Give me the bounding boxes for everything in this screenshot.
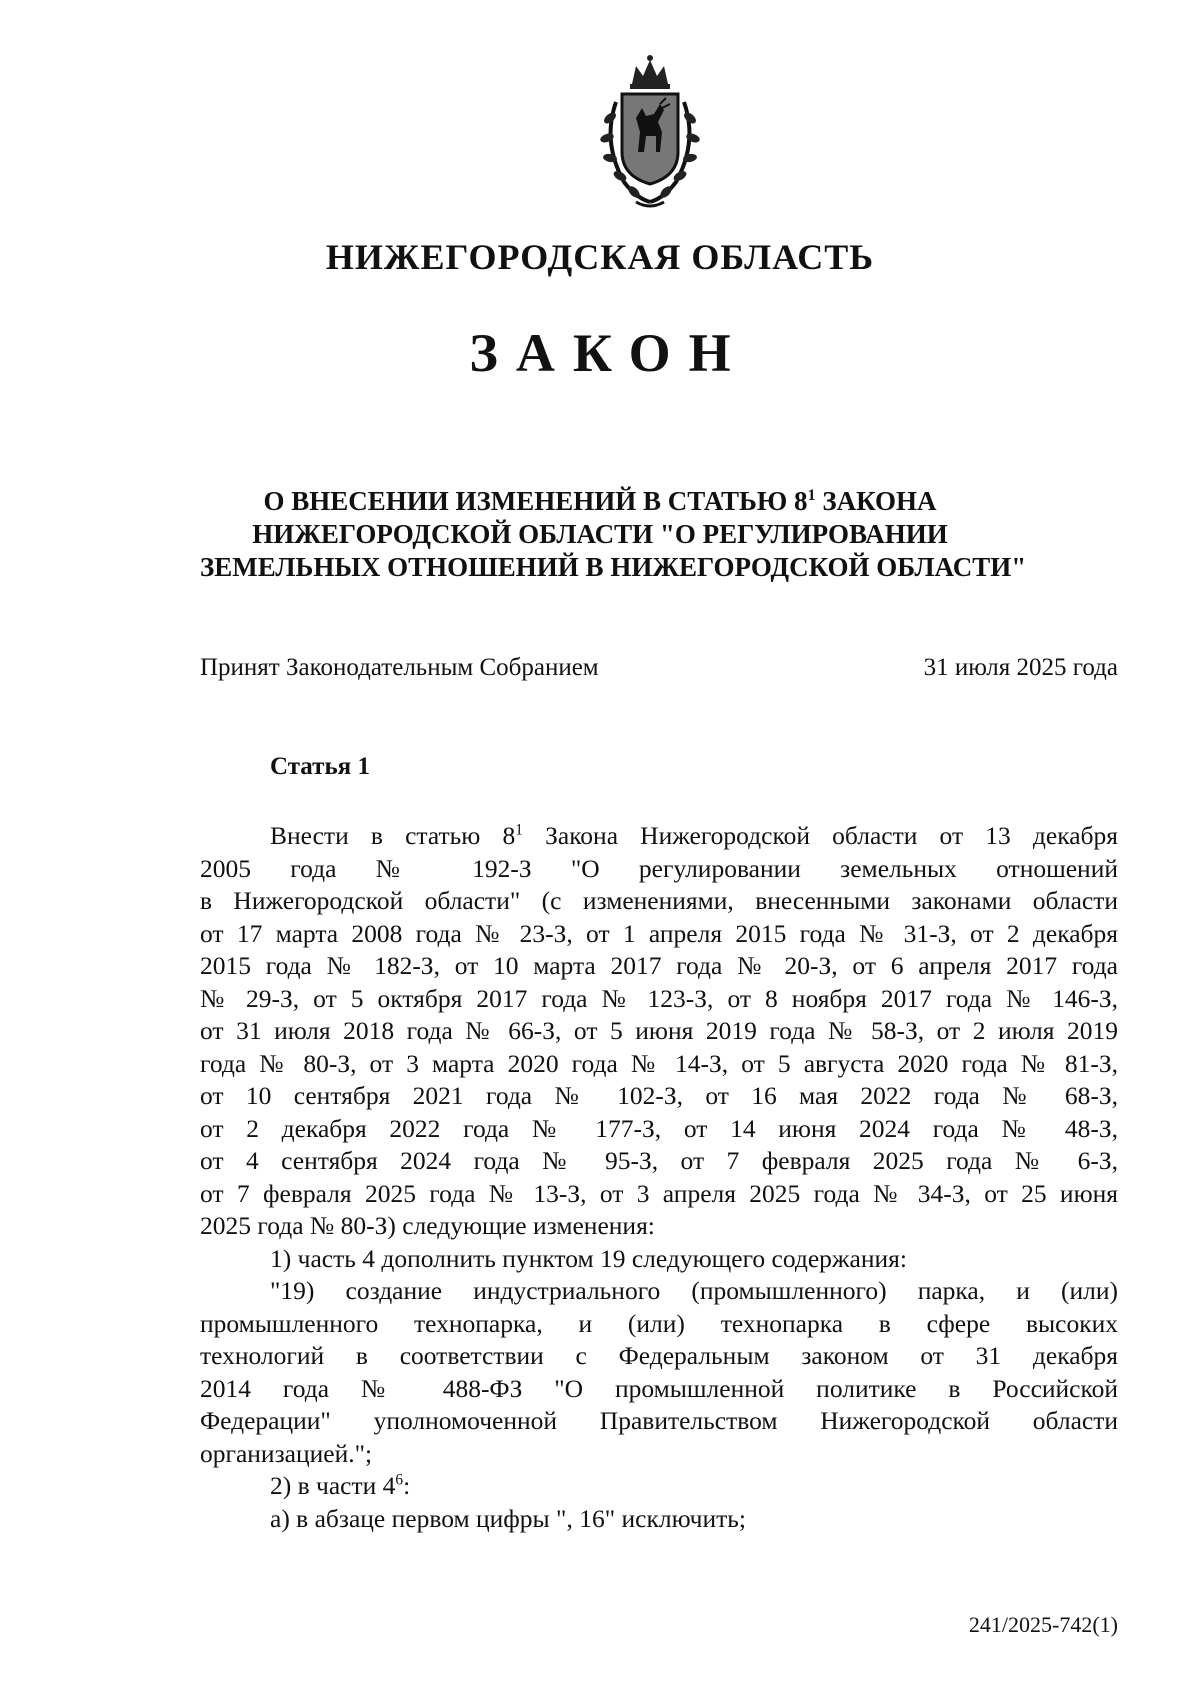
text-line: от 10 сентября 2021 года № 102-З, от 16 мая 2022 года № 68-З, [200,1081,1118,1110]
article-heading: Статья 1 [270,753,370,780]
region-name: НИЖЕГОРОДСКАЯ ОБЛАСТЬ [325,237,875,277]
law-title-text: О ВНЕСЕНИИ ИЗМЕНЕНИЙ В СТАТЬЮ 8 [263,486,808,516]
superscript: 1 [515,821,523,839]
text-fragment: Закона Нижегородской области от 13 декабря [522,821,1118,850]
text-line: 1) часть 4 дополнить пунктом 19 следующего содержания: [270,1243,907,1273]
text-line: от 2 декабря 2022 года № 177-З, от 14 июня 2024 года № 48-З, [200,1113,1118,1143]
law-title-line: НИЖЕГОРОДСКОЙ ОБЛАСТИ "О РЕГУЛИРОВАНИИ [252,519,948,549]
text-line: от 4 сентября 2024 года № 95-З, от 7 февраля 2025 года № 6-З, [200,1146,1118,1175]
law-title-line: ЗЕМЕЛЬНЫХ ОТНОШЕНИЙ В НИЖЕГОРОДСКОЙ ОБЛАСТИ" [200,552,1027,582]
coat-of-arms-emblem [580,52,720,212]
superscript: 1 [807,486,816,504]
text-line: промышленного технопарка, и (или) технопарка в сфере высоких [200,1308,1118,1338]
text-line: 2015 года № 182-З, от 10 марта 2017 года № 20-З, от 6 апреля 2017 года [200,951,1118,980]
text-line: технологий в соответствии с Федеральным законом от 31 декабря [200,1341,1118,1370]
text-line: 2025 года № 80-З) следующие изменения: [200,1211,655,1240]
text-line: "19) создание индустриального (промышленного) парка, и (или) [270,1276,1118,1305]
text-line [200,1470,1118,1503]
adopted-by: Принят Законодательным Собранием [200,654,599,681]
text-line: 2014 года № 488-ФЗ "О промышленной политике в Российской [200,1373,1118,1403]
article-body [200,820,1118,1535]
adoption-date: 31 июля 2025 года [923,654,1118,681]
law-title [200,485,1027,584]
text-line: от 31 июля 2018 года № 66-З, от 5 июня 2019 года № 58-З, от 2 июля 2019 [200,1016,1118,1045]
text-line: в Нижегородской области" (с изменениями, внесенными законами области [200,886,1118,915]
text-line: 2005 года № 192-З "О регулировании земельных отношений [200,853,1118,883]
law-title-line [200,485,1000,518]
law-title-text: ЗАКОНА [815,486,937,516]
text-line: № 29-З, от 5 октября 2017 года № 123-З, от 8 ноября 2017 года № 146-З, [200,983,1118,1013]
text-fragment: 2) в части 4 [270,1471,396,1500]
text-line [200,820,1118,853]
text-fragment: Внести в статью 8 [270,821,516,850]
coat-of-arms-icon [580,52,720,212]
superscript: 6 [395,1471,404,1489]
document-type: ЗАКОН [469,323,749,383]
text-line: от 17 марта 2008 года № 23-З, от 1 апреля 2015 года № 31-З, от 2 декабря [200,918,1118,948]
text-line: а) в абзаце первом цифры ", 16" исключить; [270,1503,746,1533]
text-line: Федерации" уполномоченной Правительством Нижегородской области [200,1406,1118,1435]
text-line: от 7 февраля 2025 года № 13-З, от 3 апреля 2025 года № 34-З, от 25 июня [200,1178,1118,1208]
text-line: года № 80-З, от 3 марта 2020 года № 14-З, от 5 августа 2020 года № 81-З, [200,1048,1118,1078]
text-fragment: : [403,1471,411,1500]
text-line: организацией."; [200,1438,373,1468]
document-code: 241/2025-742(1) [968,1612,1118,1637]
adoption-line [200,654,1118,682]
